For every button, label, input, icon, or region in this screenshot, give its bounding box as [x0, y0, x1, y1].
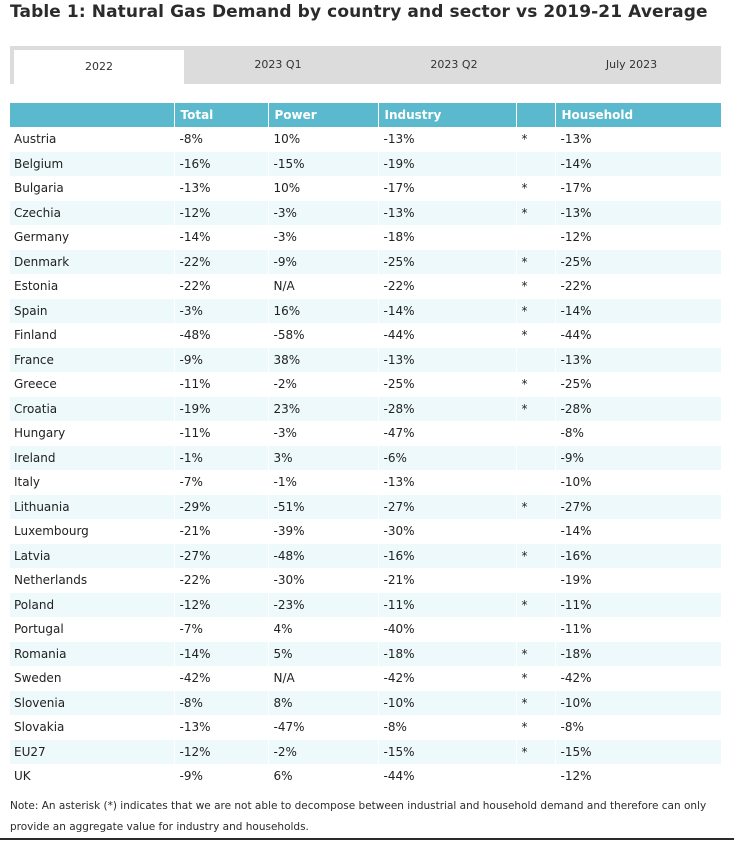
table-row [10, 274, 721, 299]
cell-industry: -10% [378, 691, 516, 716]
cell-total: -7% [174, 470, 268, 495]
cell-household: -25% [555, 372, 721, 397]
cell-household: -19% [555, 568, 721, 593]
cell-household: -28% [555, 397, 721, 422]
cell-asterisk: * [516, 397, 555, 422]
cell-industry: -14% [378, 299, 516, 324]
cell-total: -12% [174, 201, 268, 226]
cell-power: -48% [268, 544, 378, 569]
cell-asterisk: * [516, 544, 555, 569]
bottom-divider [0, 838, 734, 840]
cell-power: 23% [268, 397, 378, 422]
cell-total: -12% [174, 593, 268, 618]
cell-country: UK [14, 769, 31, 784]
cell-power: N/A [268, 274, 378, 299]
cell-total: -11% [174, 421, 268, 446]
table-row [10, 544, 721, 569]
cell-power: -30% [268, 568, 378, 593]
table-row [10, 642, 721, 667]
cell-industry: -21% [378, 568, 516, 593]
cell-asterisk: * [516, 715, 555, 740]
cell-power: -3% [268, 225, 378, 250]
cell-industry: -15% [378, 740, 516, 765]
cell-asterisk: * [516, 642, 555, 667]
cell-household: -13% [555, 348, 721, 373]
table-row [10, 348, 721, 373]
cell-country: Germany [14, 230, 70, 245]
cell-country: Netherlands [14, 573, 88, 588]
table-row [10, 372, 721, 397]
cell-household: -25% [555, 250, 721, 275]
tab-2022[interactable]: 2022 [13, 49, 185, 84]
cell-total: -19% [174, 397, 268, 422]
cell-asterisk: * [516, 666, 555, 691]
cell-power: 5% [268, 642, 378, 667]
cell-industry: -11% [378, 593, 516, 618]
column-header-household: Household [555, 103, 721, 127]
period-tab-bar [10, 46, 721, 84]
cell-total: -13% [174, 176, 268, 201]
cell-asterisk: * [516, 127, 555, 152]
cell-industry: -13% [378, 201, 516, 226]
cell-household: -11% [555, 593, 721, 618]
table-row [10, 519, 721, 544]
table-row [10, 397, 721, 422]
cell-total: -22% [174, 568, 268, 593]
cell-power: 4% [268, 617, 378, 642]
cell-total: -14% [174, 642, 268, 667]
cell-country: Bulgaria [14, 181, 64, 196]
cell-total: -22% [174, 250, 268, 275]
cell-industry: -13% [378, 127, 516, 152]
cell-country: Austria [14, 132, 57, 147]
cell-country: Ireland [10, 446, 174, 471]
cell-asterisk [516, 470, 555, 495]
cell-country: Romania [10, 642, 174, 667]
cell-household: -18% [555, 642, 721, 667]
table-row [10, 666, 721, 691]
cell-country: Czechia [10, 201, 174, 226]
cell-household: -44% [555, 323, 721, 348]
cell-country: Sweden [14, 671, 62, 686]
cell-asterisk [516, 764, 555, 789]
cell-country: Croatia [10, 397, 174, 422]
cell-asterisk: * [516, 495, 555, 520]
cell-total: -3% [174, 299, 268, 324]
cell-household: -13% [555, 201, 721, 226]
table-row [10, 152, 721, 177]
column-header-power: Power [268, 103, 378, 127]
cell-asterisk: * [516, 323, 555, 348]
cell-industry: -47% [378, 421, 516, 446]
cell-country: Slovakia [14, 720, 65, 735]
cell-power: -47% [268, 715, 378, 740]
footnote: Note: An asterisk (*) indicates that we are not able to decompose between industrial and household demand and therefore can only provide an aggregate value for industry and households. [10, 800, 707, 833]
cell-country: Denmark [10, 250, 174, 275]
cell-industry: -27% [378, 495, 516, 520]
cell-country: France [10, 348, 174, 373]
cell-industry: -8% [378, 715, 516, 740]
cell-industry: -25% [378, 250, 516, 275]
cell-household: -12% [555, 764, 721, 789]
cell-power: -2% [268, 372, 378, 397]
column-header-total: Total [174, 103, 268, 127]
cell-industry: -18% [378, 225, 516, 250]
column-header-industry: Industry [378, 103, 516, 127]
table-row [10, 225, 721, 250]
cell-asterisk [516, 568, 555, 593]
cell-industry: -44% [378, 764, 516, 789]
cell-country: Poland [10, 593, 174, 618]
cell-country: Italy [14, 475, 41, 490]
cell-country: Estonia [14, 279, 59, 294]
cell-household: -13% [555, 127, 721, 152]
table-row [10, 127, 721, 152]
cell-country: Luxembourg [14, 524, 89, 539]
cell-power: -58% [268, 323, 378, 348]
cell-household: -15% [555, 740, 721, 765]
cell-household: -14% [555, 299, 721, 324]
cell-power: 16% [268, 299, 378, 324]
cell-power: 10% [268, 127, 378, 152]
table-row [10, 715, 721, 740]
cell-industry: -13% [378, 470, 516, 495]
cell-country: Portugal [14, 622, 64, 637]
cell-power: -23% [268, 593, 378, 618]
cell-asterisk [516, 348, 555, 373]
cell-total: -13% [174, 715, 268, 740]
table-row [10, 470, 721, 495]
cell-asterisk: * [516, 176, 555, 201]
cell-household: -14% [555, 519, 721, 544]
table-row [10, 201, 721, 226]
cell-power: 3% [268, 446, 378, 471]
cell-industry: -44% [378, 323, 516, 348]
cell-industry: -40% [378, 617, 516, 642]
cell-power: 6% [268, 764, 378, 789]
cell-country: Lithuania [10, 495, 174, 520]
cell-household: -8% [555, 421, 721, 446]
cell-industry: -25% [378, 372, 516, 397]
cell-total: -48% [174, 323, 268, 348]
tab-2023-q2[interactable]: 2023 Q2 [430, 58, 478, 71]
cell-power: N/A [268, 666, 378, 691]
table-row [10, 740, 721, 765]
cell-power: -3% [268, 421, 378, 446]
cell-industry: -19% [378, 152, 516, 177]
cell-household: -8% [555, 715, 721, 740]
cell-power: -3% [268, 201, 378, 226]
cell-asterisk: * [516, 372, 555, 397]
cell-total: -12% [174, 740, 268, 765]
tab-july-2023[interactable]: July 2023 [605, 58, 658, 71]
cell-country: Spain [10, 299, 174, 324]
cell-industry: -17% [378, 176, 516, 201]
tab-2023-q1[interactable]: 2023 Q1 [254, 58, 302, 71]
cell-industry: -16% [378, 544, 516, 569]
cell-asterisk: * [516, 299, 555, 324]
cell-asterisk [516, 421, 555, 446]
table-row [10, 593, 721, 618]
cell-household: -10% [555, 691, 721, 716]
cell-total: -9% [174, 764, 268, 789]
cell-industry: -28% [378, 397, 516, 422]
cell-power: -15% [268, 152, 378, 177]
table-title: Table 1: Natural Gas Demand by country and sector vs 2019-21 Average [10, 2, 708, 22]
cell-power: 38% [268, 348, 378, 373]
cell-country: Latvia [10, 544, 174, 569]
cell-household: -22% [555, 274, 721, 299]
cell-household: -16% [555, 544, 721, 569]
cell-industry: -13% [378, 348, 516, 373]
cell-power: 10% [268, 176, 378, 201]
cell-total: -8% [174, 691, 268, 716]
cell-total: -11% [174, 372, 268, 397]
cell-country: Belgium [10, 152, 174, 177]
table-row [10, 421, 721, 446]
cell-household: -14% [555, 152, 721, 177]
cell-asterisk: * [516, 691, 555, 716]
cell-power: -2% [268, 740, 378, 765]
cell-total: -16% [174, 152, 268, 177]
table-header-row [10, 103, 721, 127]
cell-total: -8% [174, 127, 268, 152]
cell-total: -42% [174, 666, 268, 691]
cell-country: Greece [14, 377, 57, 392]
cell-total: -27% [174, 544, 268, 569]
table-row [10, 617, 721, 642]
cell-household: -10% [555, 470, 721, 495]
cell-household: -9% [555, 446, 721, 471]
cell-asterisk: * [516, 274, 555, 299]
cell-asterisk [516, 617, 555, 642]
cell-total: -9% [174, 348, 268, 373]
cell-asterisk: * [516, 201, 555, 226]
cell-country: Slovenia [10, 691, 174, 716]
cell-asterisk [516, 152, 555, 177]
cell-total: -21% [174, 519, 268, 544]
column-header-country [10, 103, 174, 127]
cell-household: -11% [555, 617, 721, 642]
table-row [10, 176, 721, 201]
table-row [10, 323, 721, 348]
cell-total: -22% [174, 274, 268, 299]
gas-demand-table [10, 103, 721, 789]
cell-country: Hungary [14, 426, 66, 441]
cell-household: -27% [555, 495, 721, 520]
cell-total: -14% [174, 225, 268, 250]
table-row [10, 691, 721, 716]
cell-total: -7% [174, 617, 268, 642]
table-row [10, 568, 721, 593]
cell-industry: -22% [378, 274, 516, 299]
table-row [10, 495, 721, 520]
cell-power: -1% [268, 470, 378, 495]
table-row [10, 250, 721, 275]
cell-household: -42% [555, 666, 721, 691]
cell-asterisk [516, 225, 555, 250]
cell-asterisk: * [516, 593, 555, 618]
cell-country: EU27 [10, 740, 174, 765]
column-header-asterisk [516, 103, 555, 127]
cell-asterisk [516, 519, 555, 544]
cell-asterisk [516, 446, 555, 471]
cell-power: 8% [268, 691, 378, 716]
cell-total: -1% [174, 446, 268, 471]
cell-asterisk: * [516, 740, 555, 765]
table-row [10, 299, 721, 324]
cell-industry: -6% [378, 446, 516, 471]
cell-household: -17% [555, 176, 721, 201]
cell-power: -9% [268, 250, 378, 275]
cell-industry: -18% [378, 642, 516, 667]
cell-total: -29% [174, 495, 268, 520]
table-row [10, 764, 721, 789]
cell-asterisk: * [516, 250, 555, 275]
cell-power: -39% [268, 519, 378, 544]
table-row [10, 446, 721, 471]
cell-country: Finland [14, 328, 57, 343]
cell-power: -51% [268, 495, 378, 520]
cell-industry: -42% [378, 666, 516, 691]
cell-industry: -30% [378, 519, 516, 544]
cell-household: -12% [555, 225, 721, 250]
